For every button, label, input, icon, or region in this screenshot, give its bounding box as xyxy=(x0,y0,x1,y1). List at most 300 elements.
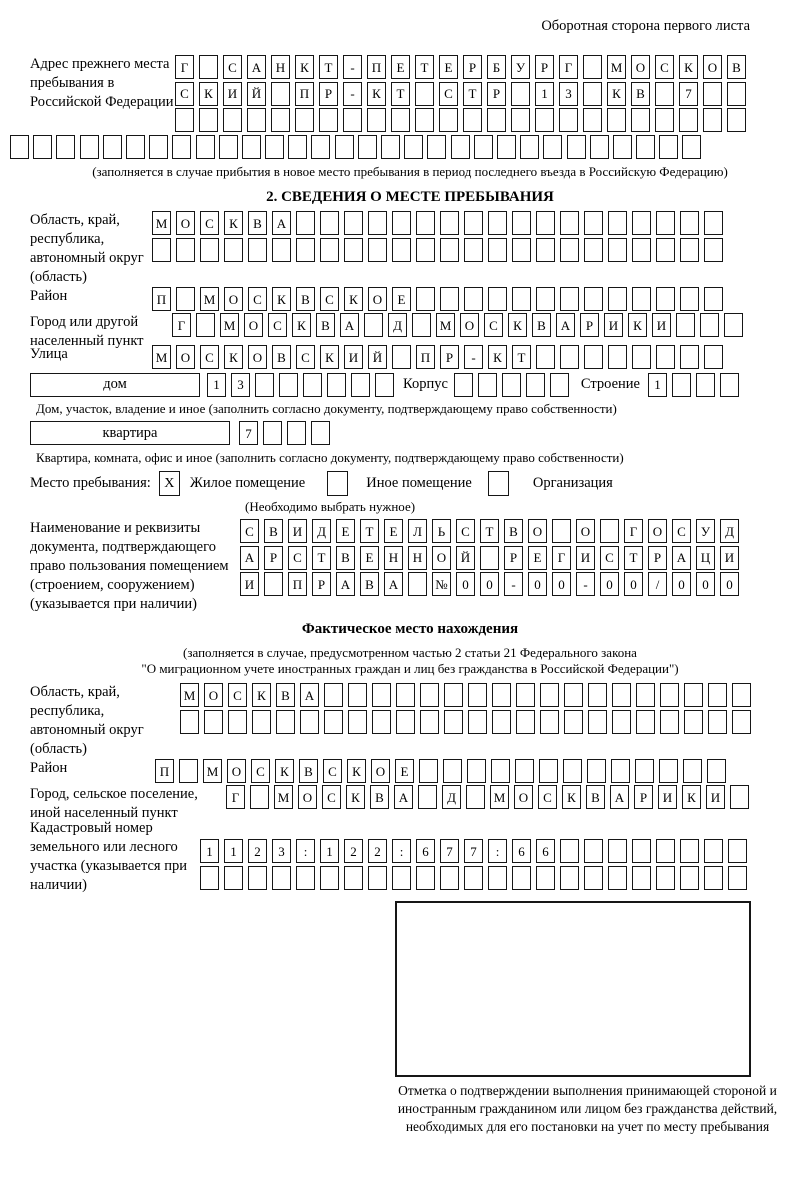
char-box[interactable]: С xyxy=(175,82,194,106)
char-box[interactable] xyxy=(635,759,654,783)
char-box[interactable] xyxy=(488,238,507,262)
char-box[interactable]: Р xyxy=(440,345,459,369)
char-box[interactable] xyxy=(608,211,627,235)
char-box[interactable] xyxy=(149,135,168,159)
char-box[interactable] xyxy=(272,866,291,890)
char-box[interactable]: А xyxy=(340,313,359,337)
char-box[interactable] xyxy=(264,572,283,596)
char-box[interactable]: Ц xyxy=(696,546,715,570)
char-box[interactable]: О xyxy=(514,785,533,809)
char-box[interactable]: Н xyxy=(271,55,290,79)
char-box[interactable]: И xyxy=(720,546,739,570)
char-box[interactable]: Ь xyxy=(432,519,451,543)
char-box[interactable] xyxy=(728,866,747,890)
char-box[interactable]: 3 xyxy=(272,839,291,863)
char-box[interactable] xyxy=(680,238,699,262)
char-box[interactable]: С xyxy=(322,785,341,809)
char-box[interactable] xyxy=(288,135,307,159)
char-box[interactable] xyxy=(196,313,215,337)
char-box[interactable]: В xyxy=(276,683,295,707)
char-box[interactable] xyxy=(676,313,695,337)
char-box[interactable] xyxy=(720,373,739,397)
char-box[interactable] xyxy=(420,683,439,707)
char-box[interactable] xyxy=(271,82,290,106)
char-box[interactable]: К xyxy=(367,82,386,106)
char-box[interactable]: Р xyxy=(312,572,331,596)
char-box[interactable] xyxy=(515,759,534,783)
char-box[interactable] xyxy=(80,135,99,159)
char-box[interactable] xyxy=(497,135,516,159)
char-box[interactable]: Д xyxy=(388,313,407,337)
char-box[interactable] xyxy=(464,287,483,311)
char-box[interactable] xyxy=(660,683,679,707)
char-box[interactable]: 0 xyxy=(456,572,475,596)
char-box[interactable] xyxy=(700,313,719,337)
char-box[interactable] xyxy=(704,211,723,235)
char-box[interactable] xyxy=(543,135,562,159)
char-box[interactable]: Т xyxy=(624,546,643,570)
char-box[interactable]: Т xyxy=(512,345,531,369)
char-box[interactable] xyxy=(404,135,423,159)
char-box[interactable]: 0 xyxy=(600,572,619,596)
char-box[interactable] xyxy=(608,345,627,369)
char-box[interactable]: Г xyxy=(175,55,194,79)
char-box[interactable] xyxy=(608,866,627,890)
char-box[interactable]: С xyxy=(296,345,315,369)
char-box[interactable]: В xyxy=(296,287,315,311)
char-box[interactable] xyxy=(372,683,391,707)
char-box[interactable]: О xyxy=(227,759,246,783)
char-box[interactable]: С xyxy=(323,759,342,783)
char-box[interactable] xyxy=(612,710,631,734)
char-box[interactable] xyxy=(584,238,603,262)
char-box[interactable]: : xyxy=(392,839,411,863)
char-box[interactable] xyxy=(468,710,487,734)
char-box[interactable]: Р xyxy=(648,546,667,570)
char-box[interactable]: О xyxy=(224,287,243,311)
char-box[interactable] xyxy=(516,710,535,734)
char-box[interactable] xyxy=(516,683,535,707)
char-box[interactable] xyxy=(707,759,726,783)
char-box[interactable]: Й xyxy=(368,345,387,369)
char-box[interactable]: В xyxy=(586,785,605,809)
char-box[interactable]: К xyxy=(562,785,581,809)
char-box[interactable]: К xyxy=(508,313,527,337)
char-box[interactable]: 1 xyxy=(200,839,219,863)
char-box[interactable] xyxy=(200,866,219,890)
char-box[interactable] xyxy=(252,710,271,734)
char-box[interactable] xyxy=(539,759,558,783)
char-box[interactable]: М xyxy=(152,211,171,235)
char-box[interactable] xyxy=(223,108,242,132)
char-box[interactable]: К xyxy=(272,287,291,311)
char-box[interactable] xyxy=(632,866,651,890)
char-box[interactable] xyxy=(368,866,387,890)
char-box[interactable]: Т xyxy=(391,82,410,106)
char-box[interactable] xyxy=(443,759,462,783)
char-box[interactable]: К xyxy=(682,785,701,809)
char-box[interactable] xyxy=(224,238,243,262)
char-box[interactable]: И xyxy=(288,519,307,543)
char-box[interactable]: А xyxy=(394,785,413,809)
char-box[interactable] xyxy=(511,82,530,106)
char-box[interactable] xyxy=(272,238,291,262)
char-box[interactable] xyxy=(636,135,655,159)
char-box[interactable]: 0 xyxy=(696,572,715,596)
char-box[interactable]: К xyxy=(295,55,314,79)
char-box[interactable]: Е xyxy=(439,55,458,79)
char-box[interactable]: Р xyxy=(463,55,482,79)
char-box[interactable] xyxy=(464,866,483,890)
char-box[interactable] xyxy=(600,519,619,543)
char-box[interactable]: О xyxy=(204,683,223,707)
char-box[interactable]: Г xyxy=(559,55,578,79)
char-box[interactable] xyxy=(351,373,370,397)
char-box[interactable] xyxy=(564,710,583,734)
char-box[interactable]: С xyxy=(240,519,259,543)
char-box[interactable]: О xyxy=(176,211,195,235)
char-box[interactable]: П xyxy=(416,345,435,369)
char-box[interactable]: К xyxy=(344,287,363,311)
char-box[interactable]: Е xyxy=(395,759,414,783)
char-box[interactable] xyxy=(152,238,171,262)
char-box[interactable] xyxy=(392,866,411,890)
char-box[interactable] xyxy=(660,710,679,734)
char-box[interactable] xyxy=(408,572,427,596)
char-box[interactable] xyxy=(684,683,703,707)
char-box[interactable] xyxy=(680,839,699,863)
char-box[interactable] xyxy=(587,759,606,783)
char-box[interactable] xyxy=(419,759,438,783)
char-box[interactable]: Д xyxy=(720,519,739,543)
char-box[interactable]: Г xyxy=(624,519,643,543)
char-box[interactable]: К xyxy=(607,82,626,106)
char-box[interactable] xyxy=(464,238,483,262)
char-box[interactable] xyxy=(656,839,675,863)
char-box[interactable] xyxy=(440,238,459,262)
char-box[interactable] xyxy=(511,108,530,132)
char-box[interactable]: 2 xyxy=(344,839,363,863)
char-box[interactable]: М xyxy=(203,759,222,783)
char-box[interactable] xyxy=(560,238,579,262)
char-box[interactable] xyxy=(680,345,699,369)
stay-type-checkbox-residential[interactable]: X xyxy=(159,471,180,496)
char-box[interactable] xyxy=(344,238,363,262)
char-box[interactable] xyxy=(708,710,727,734)
char-box[interactable]: В xyxy=(264,519,283,543)
char-box[interactable] xyxy=(427,135,446,159)
char-box[interactable] xyxy=(631,108,650,132)
char-box[interactable] xyxy=(536,345,555,369)
char-box[interactable]: С xyxy=(320,287,339,311)
char-box[interactable] xyxy=(584,287,603,311)
char-box[interactable]: Т xyxy=(360,519,379,543)
char-box[interactable]: О xyxy=(368,287,387,311)
char-box[interactable]: 0 xyxy=(624,572,643,596)
char-box[interactable] xyxy=(176,287,195,311)
char-box[interactable] xyxy=(632,839,651,863)
char-box[interactable]: В xyxy=(316,313,335,337)
char-box[interactable] xyxy=(415,82,434,106)
char-box[interactable] xyxy=(502,373,521,397)
char-box[interactable]: Д xyxy=(442,785,461,809)
char-box[interactable] xyxy=(303,373,322,397)
char-box[interactable] xyxy=(492,710,511,734)
char-box[interactable]: Т xyxy=(312,546,331,570)
char-box[interactable] xyxy=(439,108,458,132)
char-box[interactable] xyxy=(126,135,145,159)
char-box[interactable]: С xyxy=(600,546,619,570)
char-box[interactable] xyxy=(172,135,191,159)
char-box[interactable]: Б xyxy=(487,55,506,79)
char-box[interactable] xyxy=(219,135,238,159)
char-box[interactable] xyxy=(103,135,122,159)
char-box[interactable]: 6 xyxy=(416,839,435,863)
char-box[interactable]: Р xyxy=(634,785,653,809)
char-box[interactable] xyxy=(611,759,630,783)
char-box[interactable] xyxy=(590,135,609,159)
char-box[interactable] xyxy=(320,866,339,890)
char-box[interactable] xyxy=(728,839,747,863)
char-box[interactable]: Р xyxy=(487,82,506,106)
char-box[interactable] xyxy=(176,238,195,262)
char-box[interactable]: - xyxy=(576,572,595,596)
char-box[interactable]: 0 xyxy=(552,572,571,596)
char-box[interactable] xyxy=(474,135,493,159)
char-box[interactable] xyxy=(200,238,219,262)
char-box[interactable] xyxy=(552,519,571,543)
char-box[interactable] xyxy=(295,108,314,132)
char-box[interactable]: М xyxy=(607,55,626,79)
char-box[interactable] xyxy=(488,866,507,890)
char-box[interactable]: В xyxy=(336,546,355,570)
char-box[interactable]: А xyxy=(272,211,291,235)
char-box[interactable] xyxy=(584,839,603,863)
char-box[interactable] xyxy=(368,238,387,262)
char-box[interactable] xyxy=(512,287,531,311)
char-box[interactable] xyxy=(319,108,338,132)
char-box[interactable] xyxy=(311,135,330,159)
char-box[interactable]: И xyxy=(658,785,677,809)
char-box[interactable]: В xyxy=(248,211,267,235)
char-box[interactable] xyxy=(464,211,483,235)
char-box[interactable]: Т xyxy=(463,82,482,106)
char-box[interactable]: С xyxy=(223,55,242,79)
char-box[interactable]: Л xyxy=(408,519,427,543)
char-box[interactable]: И xyxy=(604,313,623,337)
char-box[interactable] xyxy=(488,287,507,311)
char-box[interactable] xyxy=(535,108,554,132)
char-box[interactable] xyxy=(632,287,651,311)
char-box[interactable]: 7 xyxy=(440,839,459,863)
char-box[interactable]: В xyxy=(272,345,291,369)
char-box[interactable]: С xyxy=(200,211,219,235)
char-box[interactable] xyxy=(440,211,459,235)
char-box[interactable]: И xyxy=(706,785,725,809)
char-box[interactable] xyxy=(560,211,579,235)
char-box[interactable]: 7 xyxy=(464,839,483,863)
stay-type-checkbox-other[interactable] xyxy=(327,471,348,496)
char-box[interactable] xyxy=(656,238,675,262)
char-box[interactable]: Г xyxy=(552,546,571,570)
char-box[interactable] xyxy=(175,108,194,132)
char-box[interactable] xyxy=(727,108,746,132)
char-box[interactable] xyxy=(343,108,362,132)
char-box[interactable] xyxy=(391,108,410,132)
char-box[interactable] xyxy=(416,287,435,311)
char-box[interactable] xyxy=(468,683,487,707)
char-box[interactable]: П xyxy=(295,82,314,106)
char-box[interactable] xyxy=(248,866,267,890)
char-box[interactable] xyxy=(583,55,602,79)
char-box[interactable] xyxy=(199,55,218,79)
char-box[interactable]: В xyxy=(360,572,379,596)
char-box[interactable] xyxy=(263,421,282,445)
char-box[interactable]: О xyxy=(631,55,650,79)
char-box[interactable] xyxy=(563,759,582,783)
char-box[interactable]: А xyxy=(247,55,266,79)
char-box[interactable] xyxy=(265,135,284,159)
char-box[interactable] xyxy=(560,287,579,311)
char-box[interactable]: С xyxy=(439,82,458,106)
char-box[interactable] xyxy=(583,108,602,132)
char-box[interactable] xyxy=(491,759,510,783)
char-box[interactable] xyxy=(656,287,675,311)
char-box[interactable] xyxy=(392,238,411,262)
char-box[interactable] xyxy=(696,373,715,397)
char-box[interactable] xyxy=(412,313,431,337)
char-box[interactable] xyxy=(613,135,632,159)
char-box[interactable]: 1 xyxy=(648,373,667,397)
char-box[interactable] xyxy=(732,683,751,707)
char-box[interactable]: Т xyxy=(480,519,499,543)
char-box[interactable]: К xyxy=(224,211,243,235)
char-box[interactable]: М xyxy=(220,313,239,337)
char-box[interactable] xyxy=(480,546,499,570)
char-box[interactable] xyxy=(296,866,315,890)
char-box[interactable] xyxy=(335,135,354,159)
char-box[interactable]: О xyxy=(176,345,195,369)
char-box[interactable] xyxy=(607,108,626,132)
char-box[interactable] xyxy=(255,373,274,397)
char-box[interactable]: Р xyxy=(535,55,554,79)
char-box[interactable] xyxy=(704,287,723,311)
char-box[interactable]: Р xyxy=(319,82,338,106)
char-box[interactable] xyxy=(320,211,339,235)
char-box[interactable]: П xyxy=(155,759,174,783)
char-box[interactable] xyxy=(381,135,400,159)
char-box[interactable] xyxy=(179,759,198,783)
char-box[interactable] xyxy=(488,211,507,235)
char-box[interactable]: А xyxy=(610,785,629,809)
char-box[interactable]: У xyxy=(696,519,715,543)
char-box[interactable]: Т xyxy=(319,55,338,79)
char-box[interactable]: С xyxy=(538,785,557,809)
char-box[interactable]: А xyxy=(240,546,259,570)
char-box[interactable] xyxy=(375,373,394,397)
char-box[interactable]: О xyxy=(248,345,267,369)
char-box[interactable] xyxy=(608,839,627,863)
char-box[interactable] xyxy=(560,839,579,863)
char-box[interactable]: П xyxy=(152,287,171,311)
char-box[interactable] xyxy=(348,710,367,734)
char-box[interactable]: С xyxy=(288,546,307,570)
char-box[interactable] xyxy=(224,866,243,890)
char-box[interactable] xyxy=(416,866,435,890)
char-box[interactable]: К xyxy=(199,82,218,106)
char-box[interactable] xyxy=(242,135,261,159)
char-box[interactable]: / xyxy=(648,572,667,596)
char-box[interactable]: 3 xyxy=(231,373,250,397)
char-box[interactable]: 6 xyxy=(536,839,555,863)
char-box[interactable] xyxy=(732,710,751,734)
char-box[interactable] xyxy=(683,759,702,783)
char-box[interactable] xyxy=(440,866,459,890)
apartment-type-box[interactable]: квартира xyxy=(30,421,230,445)
char-box[interactable] xyxy=(279,373,298,397)
char-box[interactable]: М xyxy=(436,313,455,337)
char-box[interactable] xyxy=(659,135,678,159)
char-box[interactable]: - xyxy=(464,345,483,369)
char-box[interactable] xyxy=(440,287,459,311)
char-box[interactable] xyxy=(560,866,579,890)
char-box[interactable]: Н xyxy=(384,546,403,570)
char-box[interactable]: О xyxy=(703,55,722,79)
char-box[interactable] xyxy=(540,683,559,707)
char-box[interactable] xyxy=(704,866,723,890)
char-box[interactable] xyxy=(296,238,315,262)
char-box[interactable] xyxy=(636,683,655,707)
char-box[interactable] xyxy=(324,710,343,734)
char-box[interactable] xyxy=(588,683,607,707)
char-box[interactable]: - xyxy=(343,55,362,79)
char-box[interactable]: Р xyxy=(504,546,523,570)
char-box[interactable]: - xyxy=(343,82,362,106)
char-box[interactable]: С xyxy=(228,683,247,707)
char-box[interactable] xyxy=(704,238,723,262)
char-box[interactable] xyxy=(418,785,437,809)
char-box[interactable] xyxy=(250,785,269,809)
char-box[interactable] xyxy=(228,710,247,734)
char-box[interactable] xyxy=(467,759,486,783)
char-box[interactable] xyxy=(451,135,470,159)
char-box[interactable]: М xyxy=(490,785,509,809)
char-box[interactable]: Н xyxy=(408,546,427,570)
char-box[interactable]: 1 xyxy=(207,373,226,397)
char-box[interactable] xyxy=(392,345,411,369)
char-box[interactable] xyxy=(204,710,223,734)
char-box[interactable]: П xyxy=(367,55,386,79)
char-box[interactable] xyxy=(56,135,75,159)
char-box[interactable] xyxy=(526,373,545,397)
char-box[interactable]: О xyxy=(371,759,390,783)
char-box[interactable]: К xyxy=(320,345,339,369)
char-box[interactable] xyxy=(684,710,703,734)
char-box[interactable] xyxy=(248,238,267,262)
char-box[interactable]: М xyxy=(180,683,199,707)
char-box[interactable] xyxy=(444,710,463,734)
char-box[interactable]: И xyxy=(344,345,363,369)
char-box[interactable]: Е xyxy=(384,519,403,543)
char-box[interactable] xyxy=(344,866,363,890)
char-box[interactable]: № xyxy=(432,572,451,596)
char-box[interactable]: В xyxy=(504,519,523,543)
char-box[interactable]: Т xyxy=(415,55,434,79)
char-box[interactable] xyxy=(358,135,377,159)
char-box[interactable]: Й xyxy=(456,546,475,570)
char-box[interactable] xyxy=(559,108,578,132)
char-box[interactable] xyxy=(454,373,473,397)
